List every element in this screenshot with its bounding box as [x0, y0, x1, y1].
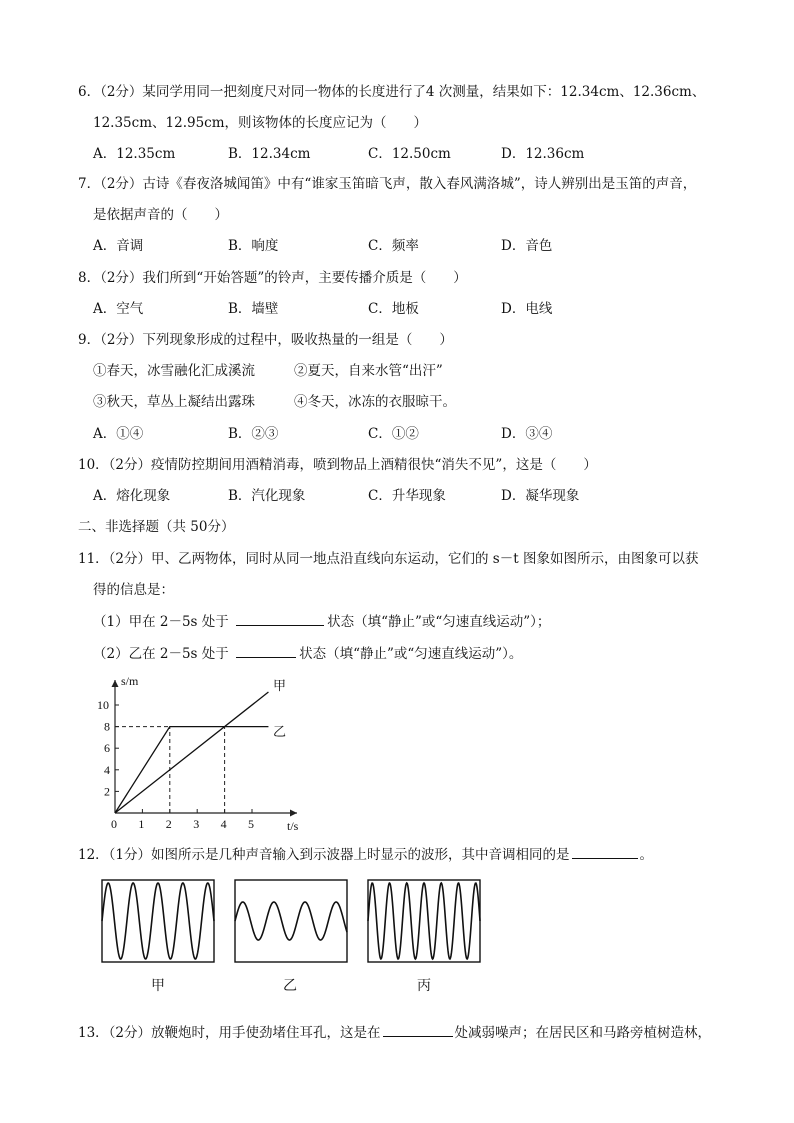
q7-option-d: D．音色 — [501, 238, 553, 254]
q6-option-b: B．12.34cm — [228, 146, 311, 162]
waveform-yi — [235, 902, 347, 940]
x-tick-label-1: 1 — [138, 817, 145, 831]
y-tick-label-4: 4 — [104, 762, 110, 777]
series-line-jia — [115, 692, 268, 813]
waveform-panels — [95, 874, 495, 996]
x-tick-label-0: 0 — [111, 817, 117, 831]
q12-stem-suffix: 。 — [639, 847, 654, 863]
q10-stem: 10．（2分）疫情防控期间用酒精消毒，喷到物品上酒精很快“消失不见”，这是（ ） — [78, 457, 597, 473]
waveform-bing — [368, 883, 480, 959]
x-tick-label-5: 5 — [248, 817, 254, 831]
q7-stem-line1: 7．（2分）古诗《春夜洛城闻笛》中有“谁家玉笛暗飞声，散入春风满洛城”，诗人辨别出是玉笛的声音， — [78, 176, 697, 192]
waveform-box-yi — [235, 880, 347, 962]
series-label-yi: 乙 — [273, 724, 287, 739]
q9-item-4: ④冬天，冰冻的衣服晾干。 — [294, 394, 456, 410]
q9-option-d: D．③④ — [501, 426, 553, 442]
st-chart — [80, 668, 320, 836]
q10-option-a: A．熔化现象 — [93, 488, 171, 504]
q10-option-d: D．凝华现象 — [501, 488, 580, 504]
q9-item-2: ②夏天，自来水管“出汗” — [294, 363, 443, 379]
q6-stem-line2: 12.35cm、12.95cm，则该物体的长度应记为（ ） — [93, 115, 428, 131]
q9-option-b: B．②③ — [228, 426, 279, 442]
q11-sub1-prefix: （1）甲在 2－5s 处于 — [93, 614, 229, 630]
q12-stem — [78, 844, 653, 865]
waveform-label-yi: 乙 — [283, 979, 297, 994]
q7-stem-line2: 是依据声音的（ ） — [93, 207, 228, 223]
q11-stem-line2: 得的信息是： — [93, 582, 174, 598]
y-tick-label-10: 10 — [97, 698, 109, 712]
q9-item-1: ①春天，冰雪融化汇成溪流 — [93, 363, 255, 379]
q8-option-b: B．墙壁 — [228, 301, 279, 317]
q12-stem-prefix: 12．（1分）如图所示是几种声音输入到示波器上时显示的波形，其中音调相同的是 — [78, 847, 570, 863]
waveform-label-jia: 甲 — [151, 979, 165, 994]
q13-answer-blank[interactable] — [383, 1022, 453, 1037]
q7-option-c: C．频率 — [368, 238, 419, 254]
x-tick-label-3: 3 — [193, 817, 200, 831]
series-line-yi — [115, 727, 268, 813]
waveform-jia — [102, 883, 214, 959]
q11-sub2-answer-blank[interactable] — [236, 643, 296, 658]
q10-option-b: B．汽化现象 — [228, 488, 306, 504]
q11-sub2-suffix: 状态（填“静止”或“匀速直线运动”）。 — [299, 646, 523, 662]
q8-option-d: D．电线 — [501, 301, 553, 317]
x-tick-label-2: 2 — [165, 817, 172, 831]
q10-option-c: C．升华现象 — [368, 488, 446, 504]
q6-option-c: C．12.50cm — [368, 146, 451, 162]
q13-stem — [78, 1022, 711, 1043]
q13-stem-suffix: 处减弱噪声；在居民区和马路旁植树造林， — [454, 1025, 712, 1041]
q9-stem: 9．（2分）下列现象形成的过程中，吸收热量的一组是（ ） — [78, 332, 453, 348]
waveform-label-bing: 丙 — [417, 979, 431, 994]
q8-option-c: C．地板 — [368, 301, 419, 317]
q8-option-a: A．空气 — [93, 301, 144, 317]
q7-option-a: A．音调 — [93, 238, 144, 254]
q6-option-d: D．12.36cm — [501, 146, 585, 162]
q11-sub2 — [93, 643, 522, 664]
x-axis-label: t/s — [287, 819, 299, 833]
q9-option-a: A．①④ — [93, 426, 144, 442]
y-tick-label-8: 8 — [104, 719, 110, 734]
q8-stem: 8．（2分）我们所到“开始答题”的铃声，主要传播介质是（ ） — [78, 270, 467, 286]
q13-stem-prefix: 13．（2分）放鞭炮时，用手使劲堵住耳孔，这是在 — [78, 1025, 381, 1041]
series-label-jia: 甲 — [273, 678, 287, 693]
x-tick-label-4: 4 — [220, 817, 227, 831]
y-tick-label-6: 6 — [104, 741, 110, 756]
q6-option-a: A．12.35cm — [93, 146, 176, 162]
y-axis-label: s/m — [121, 674, 139, 688]
section-heading: 二、非选择题（共 50分） — [78, 519, 235, 535]
q9-option-c: C．①② — [368, 426, 419, 442]
y-tick-label-2: 2 — [104, 784, 110, 799]
q6-stem-line1: 6．（2分）某同学用同一把刻度尺对同一物体的长度进行了4 次测量，结果如下：12.34cm、12.36cm、 — [78, 84, 706, 100]
q11-stem-line1: 11．（2分）甲、乙两物体，同时从同一地点沿直线向东运动，它们的 s－t 图象如图所示，由图象可以获 — [78, 551, 699, 567]
q9-item-3: ③秋天，草丛上凝结出露珠 — [93, 394, 255, 410]
q11-sub1 — [93, 611, 550, 632]
waveform-box-jia — [102, 880, 214, 962]
q11-sub1-answer-blank[interactable] — [236, 611, 324, 626]
q12-answer-blank[interactable] — [572, 844, 638, 859]
q11-sub1-suffix: 状态（填“静止”或“匀速直线运动”）； — [327, 614, 551, 630]
q11-sub2-prefix: （2）乙在 2－5s 处于 — [93, 646, 229, 662]
q7-option-b: B．响度 — [228, 238, 279, 254]
